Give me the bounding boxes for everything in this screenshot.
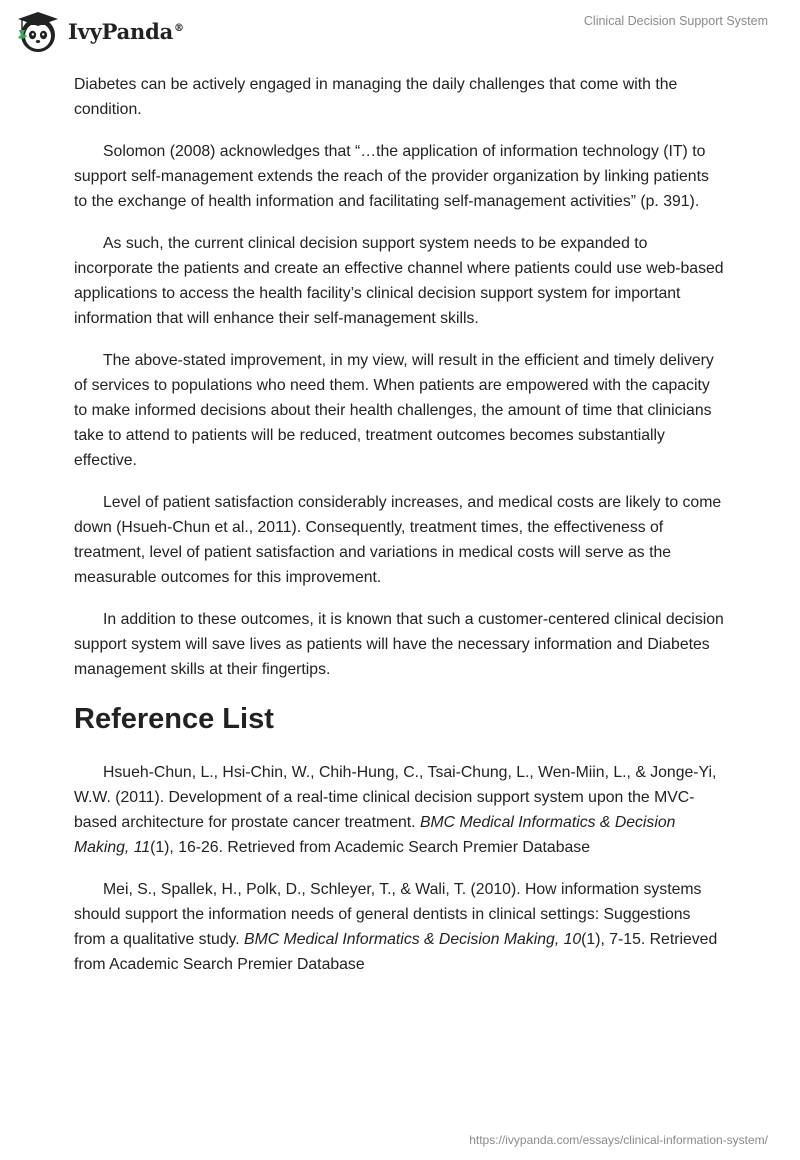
brand-name: IvyPanda® bbox=[68, 18, 184, 44]
body-paragraph: Solomon (2008) acknowledges that “…the application of information technology (IT) to support self-management extends the reach of the provider organization by linking patients to the exchange of health information and facilitating self-management activities” (p. 391). bbox=[74, 143, 709, 210]
essay-content bbox=[74, 72, 726, 994]
panda-logo-icon bbox=[14, 8, 62, 56]
reference-authors: Hsueh-Chun, L., Hsi-Chin, W., Chih-Hung, C., Tsai-Chung, L., Wen-Miin, L., & Jonge-Yi, W.W. (2011). Development of a real-time clinical decision support system upon the MVC-based architecture for prostate cancer treatment. bbox=[74, 764, 717, 831]
brand-logo[interactable] bbox=[14, 8, 184, 56]
document-title: Clinical Decision Support System bbox=[583, 14, 768, 28]
body-paragraph: As such, the current clinical decision support system needs to be expanded to incorporate the patients and create an effective channel where patients could use web-based applications to access the health facility’s clinical decision support system for important information that will enhance their self-management skills. bbox=[74, 235, 724, 327]
page-header bbox=[0, 0, 800, 70]
source-url[interactable]: https://ivypanda.com/essays/clinical-information-system/ bbox=[469, 1133, 768, 1147]
reference-journal: BMC Medical Informatics & Decision Making, 10 bbox=[244, 931, 582, 948]
reference-details: (1), 16-26. Retrieved from Academic Search Premier Database bbox=[150, 839, 590, 856]
reference-authors: Mei, S., Spallek, H., Polk, D., Schleyer, T., & Wali, T. (2010). How information systems should support the information needs of general dentists in clinical settings: Suggestions from a qualitative study. bbox=[74, 881, 702, 948]
reference-entry bbox=[74, 877, 726, 977]
reference-journal: BMC Medical Informatics & Decision Making, 11 bbox=[74, 814, 676, 856]
reference-list-heading: Reference List bbox=[74, 703, 274, 735]
body-paragraph: In addition to these outcomes, it is known that such a customer-centered clinical decision support system will save lives as patients will have the necessary information and Diabetes management skills at their fingertips. bbox=[74, 611, 724, 678]
reference-details: (1), 7-15. Retrieved from Academic Search Premier Database bbox=[74, 931, 718, 973]
body-paragraph: Level of patient satisfaction considerably increases, and medical costs are likely to come down (Hsueh-Chun et al., 2011). Consequently, treatment times, the effectiveness of treatment, level of patient satisfaction and variations in medical costs will serve as the measurable outcomes for this improvement. bbox=[74, 494, 722, 586]
body-paragraph: The above-stated improvement, in my view, will result in the efficient and timely delivery of services to populations who need them. When patients are empowered with the capacity to make informed decisions about their health challenges, the amount of time that clinicians take to attend to patients will be reduced, treatment outcomes becomes substantially effective. bbox=[74, 352, 714, 469]
reference-entry bbox=[74, 760, 726, 860]
body-paragraph: Diabetes can be actively engaged in managing the daily challenges that come with the condition. bbox=[74, 76, 678, 118]
registered-mark: ® bbox=[174, 22, 184, 34]
